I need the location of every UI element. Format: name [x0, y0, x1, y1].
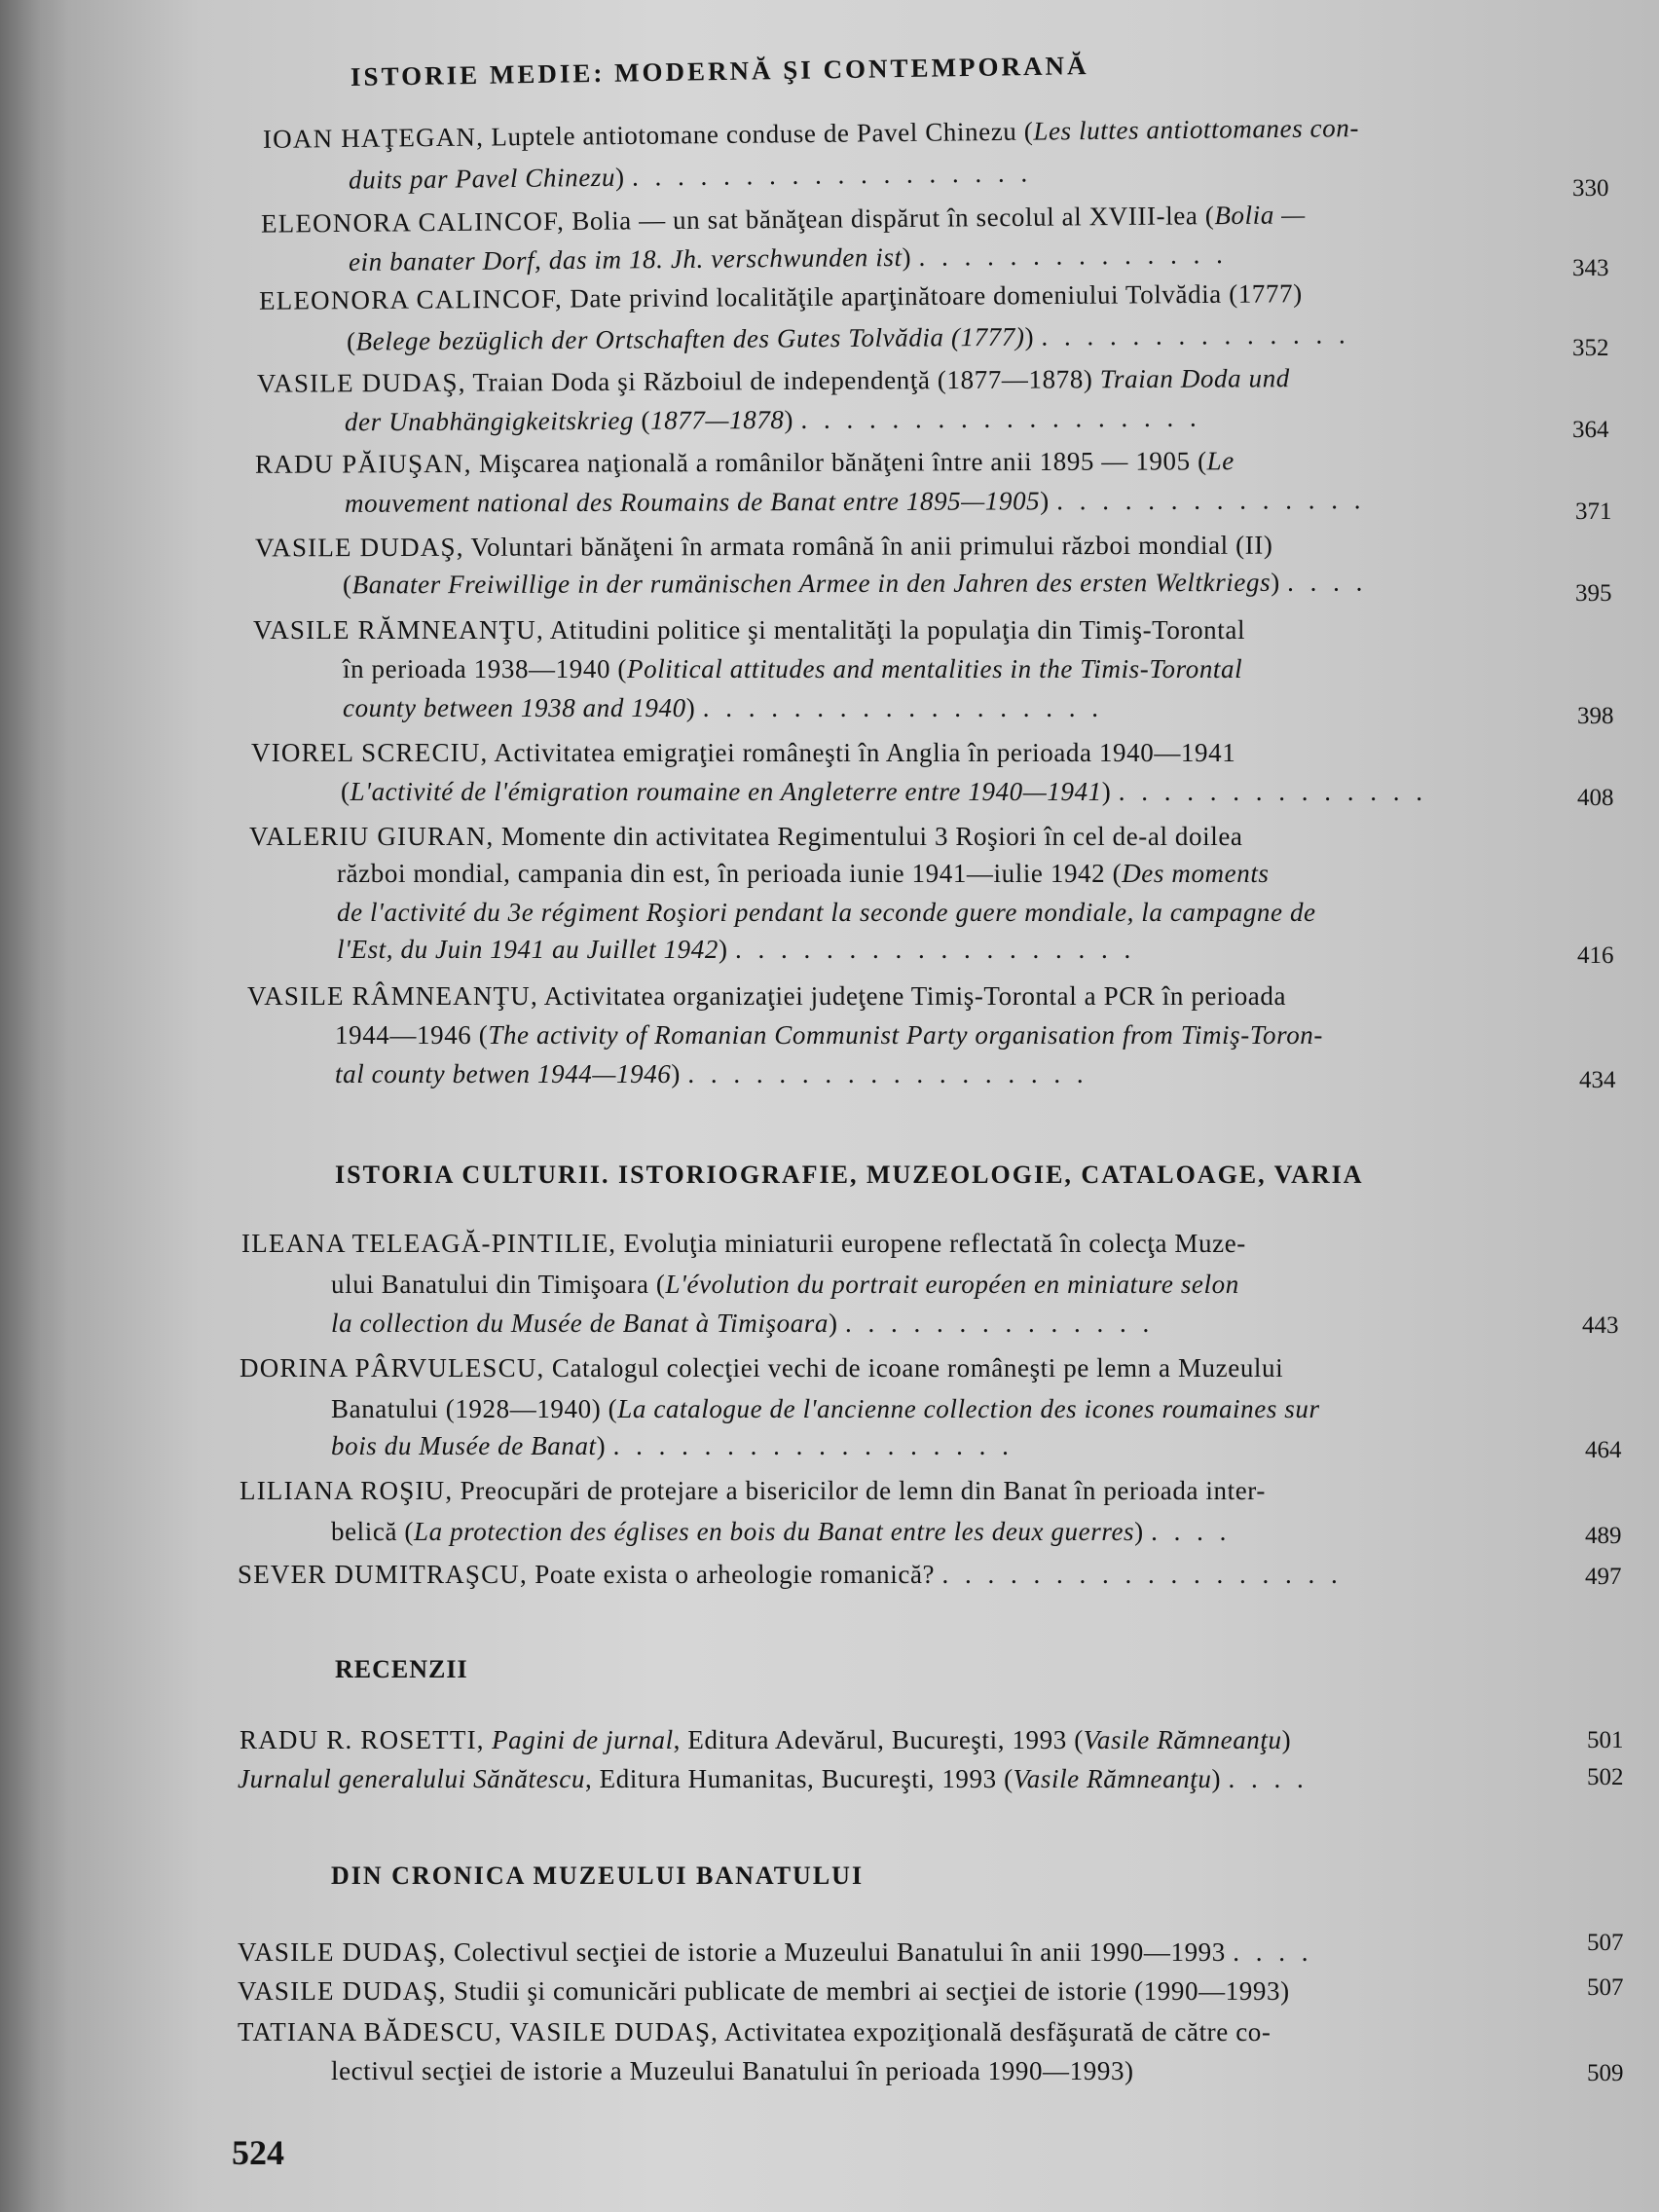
page-number: 502 [1587, 1764, 1624, 1790]
entry-punct: ( [341, 777, 350, 806]
entry-title: Evoluţia miniaturii europene reflectată în colecţa Muze- [616, 1229, 1246, 1258]
entry-author: VASILE DUDAŞ, [238, 1937, 447, 1967]
leader-dots: . . . . . . . . . . . . . . . . . . [631, 158, 1033, 192]
leader-dots: . . . . [1228, 1764, 1309, 1793]
section-heading-medie: ISTORIE MEDIE: MODERNĂ ŞI CONTEMPORANĂ [350, 51, 1089, 92]
toc-entry-line [331, 1270, 1239, 1300]
toc-entry-line [347, 319, 1350, 356]
entry-translation: 1877—1878 [649, 404, 785, 435]
entry-translation: tal county betwen 1944—1946 [335, 1059, 672, 1088]
entry-title: ului Banatului din Timişoara ( [331, 1270, 666, 1299]
entry-title: Activitatea expoziţională desfăşurată de către co- [719, 2017, 1272, 2046]
entry-punct: ( [634, 405, 651, 435]
leader-dots: . . . . . . . . . . . . . . [918, 240, 1228, 272]
entry-punct: ) [1281, 1725, 1292, 1754]
entry-translation: Traian Doda und [1099, 363, 1290, 394]
entry-translation: La catalogue de l'ancienne collection des icones roumaines sur [617, 1394, 1320, 1423]
toc-entry-line [335, 1059, 1088, 1089]
leader-dots: . . . . . . . . . . . . . . [844, 1309, 1155, 1338]
entry-translation: Des moments [1122, 859, 1270, 888]
entry-translation: Les luttes antiottomanes con- [1033, 113, 1360, 146]
page-number: 434 [1579, 1067, 1616, 1093]
leader-dots: . . . . . . . . . . . . . . . . . . [800, 402, 1201, 434]
entry-translation: Political attitudes and mentalities in the Timis-Torontal [627, 654, 1243, 683]
entry-punct: ) [596, 1431, 607, 1460]
section-heading-cronica: DIN CRONICA MUZEULUI BANATULUI [331, 1862, 865, 1890]
entry-translation: der Unabhängigkeitskrieg [344, 405, 635, 437]
entry-punct: ) [1211, 1764, 1222, 1793]
toc-entry-line [345, 485, 1366, 519]
entry-title: Bolia — un sat bănăţean dispărut în secolul al XVIII-lea ( [564, 201, 1215, 236]
toc-entry-line [240, 1725, 1291, 1755]
toc-entry-line [349, 158, 1033, 195]
toc-entry-line [343, 568, 1367, 601]
section-heading-recenzii: RECENZII [335, 1655, 468, 1683]
page-number: 330 [1572, 175, 1609, 202]
entry-title: Momente din activitatea Regimentului 3 Roşiori în cel de-al doilea [494, 822, 1243, 851]
entry-punct: ) [671, 1059, 682, 1088]
leader-dots: . . . . [1233, 1937, 1313, 1967]
page-number: 509 [1587, 2060, 1624, 2086]
entry-translation: L'activité de l'émigration roumaine en Angleterre entre 1940—1941 [350, 777, 1102, 806]
entry-punct: ) [1101, 777, 1112, 806]
leader-dots: . . . . . . . . . . . . . . . . . . [941, 1560, 1343, 1589]
entry-title: în perioada 1938—1940 ( [343, 654, 627, 683]
toc-entry-line [257, 363, 1290, 399]
page-number: 464 [1585, 1437, 1622, 1463]
entry-punct: ) [614, 162, 625, 192]
toc-entry-line [241, 1229, 1246, 1259]
entry-translation: mouvement national des Roumains de Banat entre 1895—1905 [344, 486, 1041, 518]
entry-title: Studii şi comunicări publicate de membri ai secţiei de istorie (1990—1993) [446, 1976, 1290, 2006]
entry-title: Catalogul colecţiei vechi de icoane româneşti pe lemn a Muzeului [544, 1353, 1284, 1382]
entry-translation: L'évolution du portrait européen en miniature selon [665, 1270, 1239, 1299]
toc-entry-line [331, 2056, 1134, 2086]
entry-translation: duits par Pavel Chinezu [348, 162, 616, 195]
toc-entry-line [238, 1937, 1312, 1968]
entry-punct: ) [1271, 567, 1280, 597]
toc-entry-line [240, 1353, 1283, 1383]
entry-translation: Bolia — [1214, 200, 1306, 231]
entry-title: belică ( [331, 1517, 414, 1546]
leader-dots: . . . . . . . . . . . . . . . . . . [702, 693, 1103, 722]
page-number: 371 [1575, 498, 1612, 525]
entry-author: DORINA PÂRVULESCU, [240, 1353, 545, 1382]
toc-entry-line [238, 2017, 1271, 2047]
toc-entry-line [253, 615, 1245, 645]
entry-author: TATIANA BĂDESCU, VASILE DUDAŞ, [238, 2017, 719, 2046]
toc-entry-line [238, 1560, 1343, 1590]
entry-translation: bois du Musée de Banat [331, 1431, 597, 1460]
entry-translation: The activity of Romanian Communist Party organisation from Timiş-Toron- [488, 1020, 1323, 1050]
page-number: 497 [1585, 1564, 1622, 1590]
page-number: 408 [1577, 785, 1614, 811]
toc-entry-line [247, 981, 1286, 1012]
page-number: 416 [1577, 942, 1614, 969]
entry-title: Activitatea organizaţiei judeţene Timiş-Torontal a PCR în perioada [537, 981, 1287, 1011]
toc-entry-line [263, 113, 1359, 155]
toc-entry-line [255, 531, 1273, 564]
entry-translation: La protection des églises en bois du Banat entre les deux guerres [414, 1517, 1135, 1546]
entry-punct: ) [685, 693, 696, 722]
entry-translation: county between 1938 and 1940 [343, 693, 686, 722]
toc-entry-line [349, 240, 1228, 277]
entry-translation: de l'activité du 3e régiment Roşiori pendant la seconde guere mondiale, la campagne de [337, 898, 1316, 927]
toc-entry-line [331, 1394, 1320, 1424]
entry-author: VASILE RÂMNEANŢU, [247, 981, 538, 1011]
page-number: 507 [1587, 1930, 1624, 1956]
toc-entry-line [259, 278, 1303, 315]
entry-punct: ) [902, 241, 912, 272]
page-number: 364 [1572, 417, 1609, 443]
entry-author: VALERIU GIURAN, [249, 822, 495, 851]
toc-entry-line [331, 1431, 1014, 1461]
entry-translation: ein banater Dorf, das im 18. Jh. verschwunden ist [348, 241, 903, 276]
entry-title: Preocupări de protejare a bisericilor de lemn din Banat în perioada inter- [453, 1476, 1266, 1505]
page-number: 507 [1587, 1974, 1624, 2001]
toc-entry-line [331, 1517, 1231, 1547]
leader-dots: . . . . . . . . . . . . . . [1056, 485, 1366, 516]
toc-entry-line [238, 1764, 1309, 1794]
entry-author: LILIANA ROŞIU, [240, 1476, 454, 1505]
toc-entry-line [331, 1309, 1154, 1339]
entry-author: RADU PĂIUŞAN, [254, 448, 472, 479]
toc-entry-line [249, 822, 1243, 852]
toc-entry-line [337, 859, 1270, 889]
page-number: 489 [1585, 1523, 1622, 1549]
entry-title: Poate exista o arheologie romanică? [527, 1560, 936, 1589]
entry-punct: ) [829, 1309, 838, 1338]
toc-entry-line [337, 898, 1316, 928]
toc-entry-line [343, 693, 1103, 723]
entry-translation: Banater Freiwillige in der rumänischen Armee in den Jahren des ersten Weltkriegs [351, 567, 1272, 600]
entry-title: Atitudini politice şi mentalităţi la populaţia din Timiş-Torontal [543, 615, 1246, 645]
page-number: 352 [1572, 335, 1609, 361]
entry-punct: ) [1040, 486, 1050, 516]
leader-dots: . . . . . . . . . . . . . . . . . . [687, 1059, 1088, 1088]
entry-title: , Editura Humanitas, Bucureşti, 1993 ( [584, 1764, 1014, 1793]
leader-dots: . . . . . . . . . . . . . . . . . . [612, 1431, 1014, 1460]
leader-dots: . . . . [1151, 1517, 1232, 1546]
entry-title: , Editura Adevărul, Bucureşti, 1993 ( [673, 1725, 1084, 1754]
page-number: 398 [1577, 703, 1614, 729]
entry-title: Colectivul secţiei de istorie a Muzeului Banatului în anii 1990—1993 [446, 1937, 1226, 1967]
entry-title: Voluntari bănăţeni în armata română în anii primului război mondial (II) [463, 530, 1273, 562]
leader-dots: . . . . . . . . . . . . . . [1118, 777, 1427, 806]
leader-dots: . . . . . . . . . . . . . . [1041, 319, 1350, 351]
leader-dots: . . . . [1287, 567, 1368, 597]
entry-author: IOAN HAŢEGAN, [262, 122, 485, 154]
entry-author: VASILE DUDAŞ, [238, 1976, 447, 2006]
entry-translation: l'Est, du Juin 1941 au Juillet 1942 [337, 935, 719, 964]
entry-punct: ) [719, 935, 728, 964]
entry-title: Mişcarea naţională a românilor bănăţeni între anii 1895 — 1905 ( [471, 446, 1207, 478]
leader-dots: . . . . . . . . . . . . . . . . . . [734, 935, 1136, 964]
entry-author: ELEONORA CALINCOF, [260, 205, 566, 239]
toc-entry-line [255, 446, 1235, 480]
entry-translation: la collection du Musée de Banat à Timişoara [331, 1309, 829, 1338]
page-number: 395 [1575, 580, 1612, 607]
page-number: 343 [1572, 255, 1609, 281]
entry-author: VASILE RĂMNEANŢU, [253, 615, 544, 645]
entry-book-title: Pagini de jurnal [492, 1725, 674, 1754]
entry-title: Traian Doda şi Războiul de independenţă (1877—1878) [465, 364, 1100, 397]
toc-entry-line [240, 1476, 1266, 1506]
toc-entry-line [251, 738, 1235, 768]
entry-punct: ) [1024, 321, 1035, 351]
entry-author: VASILE DUDAŞ, [256, 367, 466, 398]
page-gutter-shadow [0, 0, 68, 2212]
toc-entry-line [337, 935, 1135, 965]
entry-author: ILEANA TELEAGĂ-PINTILIE, [241, 1229, 617, 1258]
toc-entry-line [238, 1976, 1290, 2007]
page-number: 443 [1582, 1312, 1619, 1339]
entry-reviewer: Vasile Rămneanţu [1013, 1764, 1212, 1793]
entry-author: VIOREL SCRECIU, [251, 738, 489, 767]
entry-punct: ( [342, 570, 352, 600]
folio-page-number: 524 [232, 2133, 284, 2172]
toc-entry-line [341, 777, 1427, 807]
entry-author: SEVER DUMITRAŞCU, [238, 1560, 528, 1589]
entry-title: război mondial, campania din est, în perioada iunie 1941—iulie 1942 ( [337, 859, 1123, 888]
entry-title: 1944—1946 ( [335, 1020, 489, 1050]
entry-punct: ( [346, 326, 356, 356]
entry-translation: Belege bezüglich der Ortschaften des Gutes Tolvădia (1777) [355, 321, 1025, 356]
entry-punct: ) [784, 404, 794, 434]
entry-author: RADU R. ROSETTI, [240, 1725, 485, 1754]
entry-title: lectivul secţiei de istorie a Muzeului Banatului în perioada 1990—1993) [331, 2056, 1134, 2085]
page-number: 501 [1587, 1727, 1624, 1753]
toc-entry-line [261, 200, 1306, 239]
entry-title: Banatului (1928—1940) ( [331, 1394, 618, 1423]
toc-entry-line [335, 1020, 1323, 1051]
entry-title: Date privind localităţile aparţinătoare domeniului Tolvădia (1777) [562, 278, 1303, 313]
entry-reviewer: Vasile Rămneanţu [1083, 1725, 1282, 1754]
toc-entry-line [345, 403, 1201, 438]
toc-entry-line [343, 654, 1242, 684]
entry-title: Luptele antiotomane conduse de Pavel Chinezu ( [483, 116, 1034, 152]
section-heading-cultura: ISTORIA CULTURII. ISTORIOGRAFIE, MUZEOLOGIE, CATALOAGE, VARIA [335, 1161, 1364, 1189]
entry-punct: ) [1134, 1517, 1144, 1546]
entry-book-title: Jurnalul generalului Sănătescu [238, 1764, 585, 1793]
entry-translation: Le [1206, 446, 1235, 476]
entry-author: VASILE DUDAŞ, [254, 532, 464, 563]
entry-title: Activitatea emigraţiei româneşti în Anglia în perioada 1940—1941 [488, 738, 1236, 767]
entry-author: ELEONORA CALINCOF, [258, 283, 564, 315]
